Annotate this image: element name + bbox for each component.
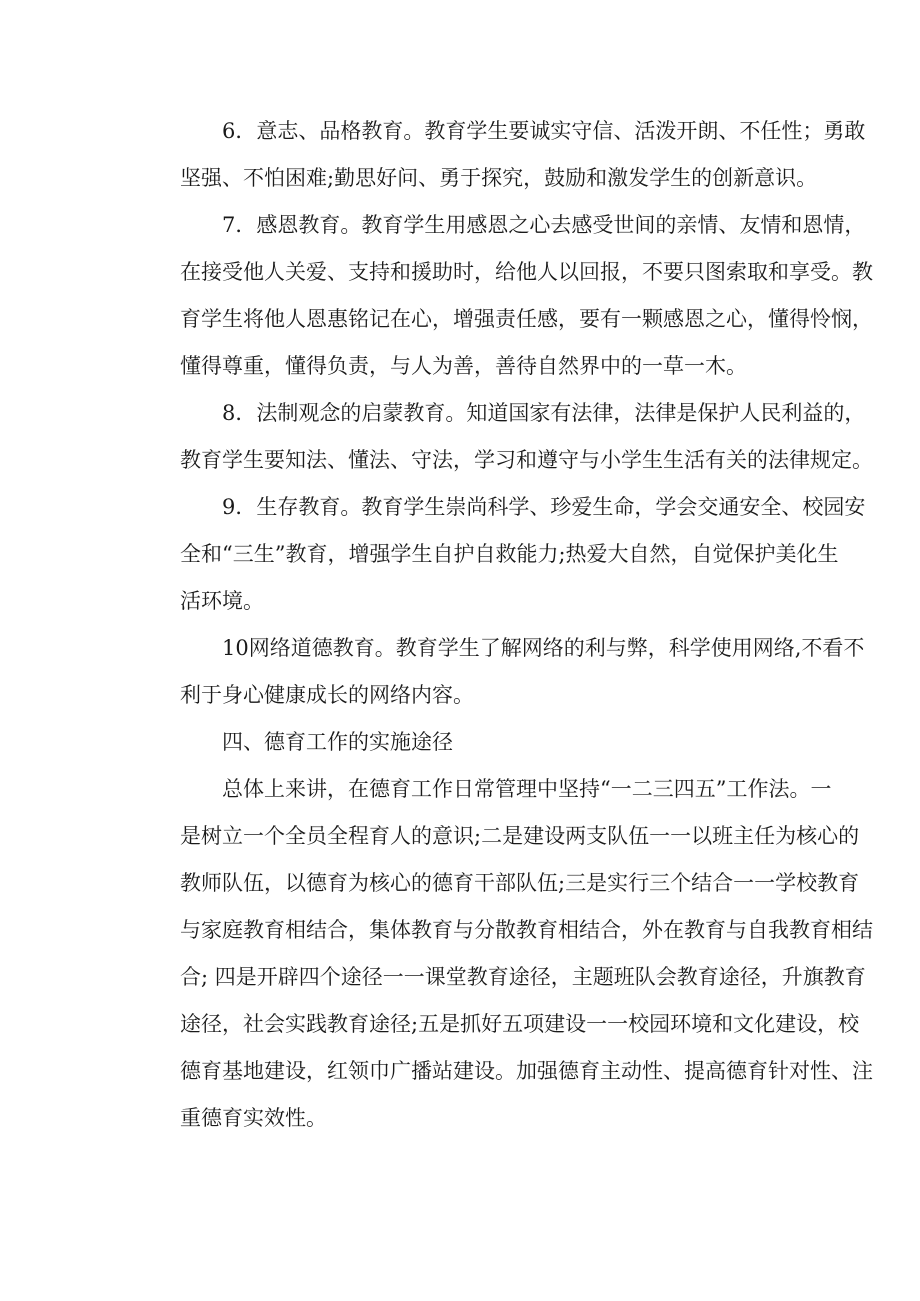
- section-heading: 四、德育工作的实施途径: [222, 730, 453, 754]
- paragraph-7-gratitude-education: [138, 202, 873, 390]
- text-line: 是树立一个全员全程育人的意识;二是建设两支队伍一一以班主任为核心的: [180, 824, 860, 848]
- text-line: 教师队伍，以德育为核心的德育干部队伍;三是实行三个结合一一学校教育: [180, 871, 860, 895]
- text-line: 德育基地建设，红领巾广播站建设。加强德育主动性、提高德育针对性、注: [180, 1059, 873, 1083]
- text-line: 坚强、不怕困难;勤思好问、勇于探究，鼓励和激发学生的创新意识。: [180, 166, 818, 190]
- section-heading-implementation-approaches: [138, 719, 798, 766]
- text-line: 9．生存教育。教育学生崇尚科学、珍爱生命，学会交通安全、校园安: [222, 495, 866, 519]
- text-line: 途径，社会实践教育途径;五是抓好五项建设一一校园环境和文化建设，校: [180, 1012, 860, 1036]
- text-line: 10网络道德教育。教育学生了解网络的利与弊，科学使用网络,不看不: [222, 636, 865, 660]
- text-line: 6．意志、品格教育。教育学生要诚实守信、活泼开朗、不任性；勇敢: [222, 119, 866, 143]
- text-line: 总体上来讲，在德育工作日常管理中坚持“一二三四五”工作法。一: [222, 777, 832, 801]
- text-line: 在接受他人关爱、支持和援助时，给他人以回报，不要只图索取和享受。教: [180, 260, 873, 284]
- text-line: 与家庭教育相结合，集体教育与分散教育相结合，外在教育与自我教育相结: [180, 918, 873, 942]
- text-line: 利于身心健康成长的网络内容。: [180, 683, 474, 707]
- text-line: 7．感恩教育。教育学生用感恩之心去感受世间的亲情、友情和恩情，: [222, 213, 866, 237]
- text-line: 教育学生要知法、懂法、守法，学习和遵守与小学生生活有关的法律规定。: [180, 448, 873, 472]
- paragraph-6-will-character-education: [138, 108, 866, 202]
- paragraph-8-legal-education: [138, 390, 873, 484]
- text-line: 育学生将他人恩惠铭记在心，增强责任感，要有一颗感恩之心，懂得怜悯，: [180, 307, 873, 331]
- text-line: 8．法制观念的启蒙教育。知道国家有法律，法律是保护人民利益的，: [222, 401, 866, 425]
- text-line: 重德育实效性。: [180, 1106, 327, 1130]
- paragraph-10-network-ethics: [138, 625, 865, 719]
- text-line: 懂得尊重，懂得负责，与人为善，善待自然界中的一草一木。: [180, 354, 747, 378]
- document-body: [138, 108, 873, 1142]
- text-line: 全和“三生”教育，增强学生自护自救能力;热爱大自然，自觉保护美化生: [180, 542, 839, 566]
- paragraph-9-survival-education: [138, 484, 866, 625]
- text-line: 活环境。: [180, 589, 264, 613]
- paragraph-overall-method: [138, 766, 873, 1142]
- text-line: 合; 四是开辟四个途径一一课堂教育途径，主题班队会教育途径，升旗教育: [180, 965, 866, 989]
